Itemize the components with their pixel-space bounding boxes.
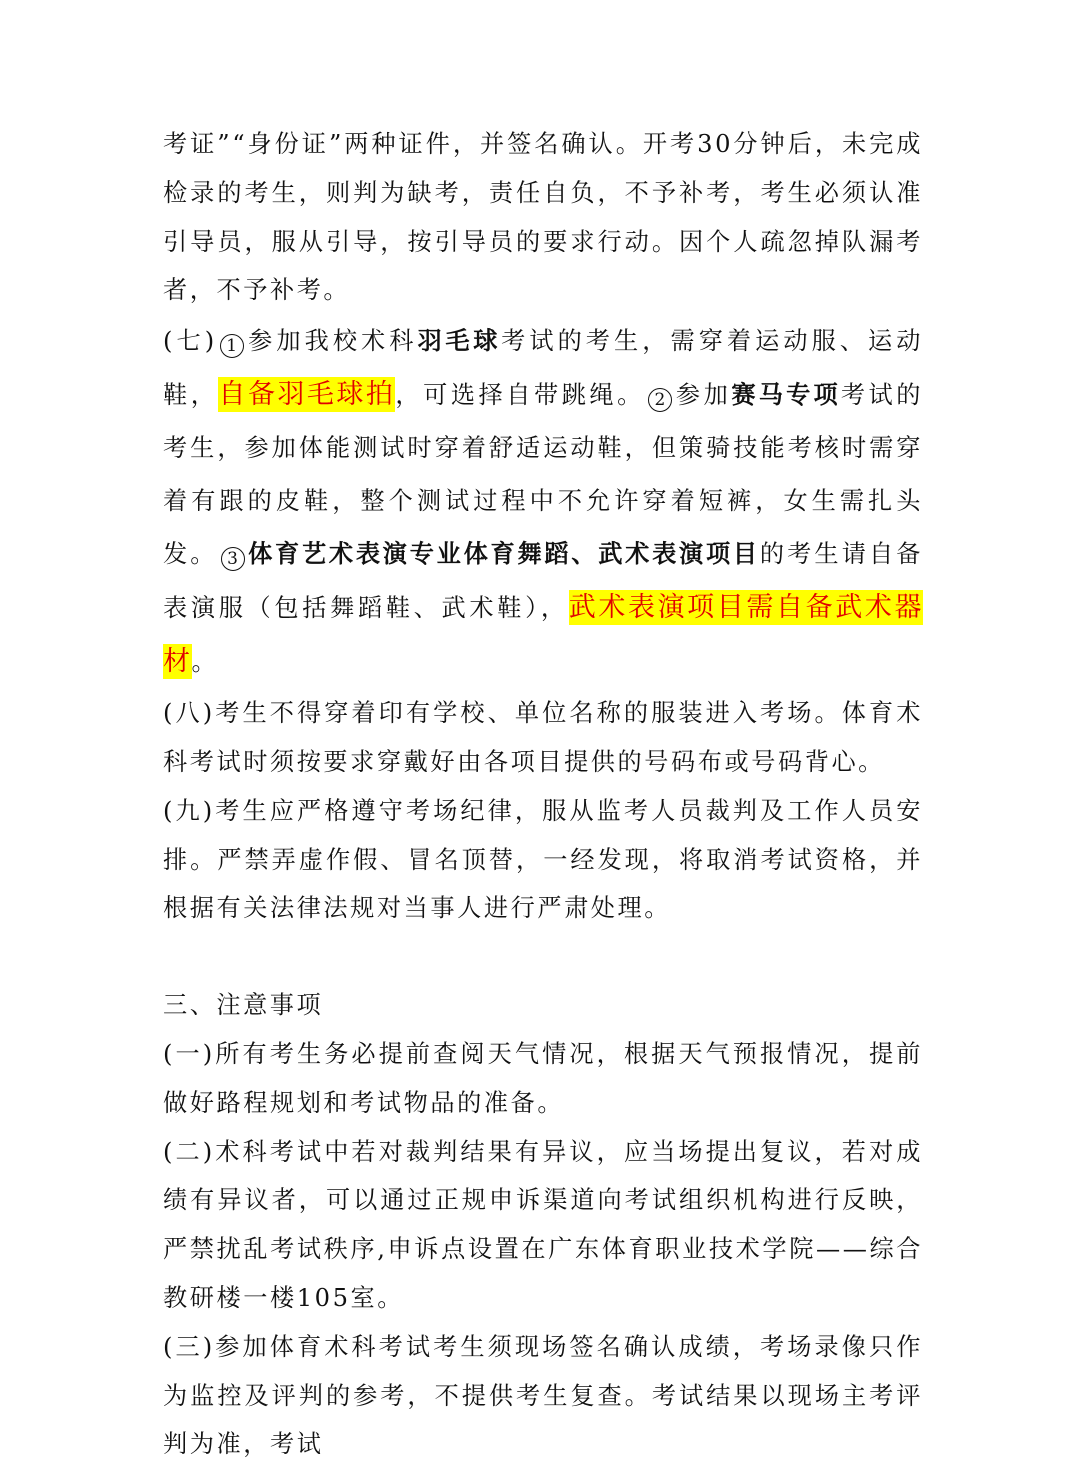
highlight-martial-arts-equipment: 武术表演项目需自备武术器材 bbox=[163, 592, 924, 678]
bold-badminton: 羽毛球 bbox=[417, 327, 502, 356]
notice-item-3: (三)参加体育术科考试考生须现场签名确认成绩，考场录像只作为监控及评判的参考，不提供考生复查。考试结果以现场主考评判为准，考试 bbox=[163, 1332, 923, 1459]
paragraph-id-check: 考证”“身份证”两种证件，并签名确认。开考30分钟后，未完成检录的考生，则判为缺考，责任自负，不予补考，考生必须认准引导员，服从引导，按引导员的要求行动。因个人疏忽掉队漏考者，不予补考。 bbox=[163, 130, 923, 305]
item-7-text-4: 参加 bbox=[674, 381, 732, 410]
notice-item-2: (二)术科考试中若对裁判结果有异议，应当场提出复议，若对成绩有异议者，可以通过正规申诉渠道向考试组织机构进行反映，严禁扰乱考试秩序,申诉点设置在广东体育职业技术学院——综合教研楼一楼105室。 bbox=[163, 1137, 923, 1312]
circled-number-1: 1 bbox=[220, 334, 244, 358]
bold-performance-major: 体育艺术表演专业体育舞蹈、武术表演项目 bbox=[247, 540, 760, 569]
item-7-text-2: 考试的考生，需穿着运动服、运动鞋， bbox=[163, 327, 923, 410]
item-7-text-3: ，可选择自带跳绳。 bbox=[395, 381, 645, 410]
item-7-prefix: (七) bbox=[163, 327, 217, 356]
item-7-text-6: 的考生请自备表演服（包括舞蹈鞋、武术鞋）， bbox=[163, 540, 923, 623]
circled-number-3: 3 bbox=[221, 547, 245, 571]
notice-item-1: (一)所有考生务必提前查阅天气情况，根据天气预报情况，提前做好路程规划和考试物品的准备。 bbox=[163, 1039, 923, 1117]
section-gap bbox=[163, 933, 923, 981]
circled-number-2: 2 bbox=[648, 388, 672, 412]
paragraph-item-7 bbox=[163, 315, 923, 689]
document-body bbox=[163, 120, 923, 1469]
item-7-text-7: 。 bbox=[191, 648, 219, 677]
item-7-text-5: 考试的考生，参加体能测试时穿着舒适运动鞋，但策骑技能考核时需穿着有跟的皮鞋，整个测试过程中不允许穿着短裤，女生需扎头发。 bbox=[163, 381, 924, 569]
highlight-bring-racket: 自备羽毛球拍 bbox=[218, 379, 396, 411]
bold-horse-racing: 赛马专项 bbox=[731, 381, 841, 410]
paragraph-item-9: (九)考生应严格遵守考场纪律，服从监考人员裁判及工作人员安排。严禁弄虚作假、冒名顶替，一经发现，将取消考试资格，并根据有关法律法规对当事人进行严肃处理。 bbox=[163, 796, 923, 923]
item-7-text-1: 参加我校术科 bbox=[246, 327, 418, 356]
paragraph-item-8: (八)考生不得穿着印有学校、单位名称的服装进入考场。体育术科考试时须按要求穿戴好由各项目提供的号码布或号码背心。 bbox=[163, 699, 923, 776]
section-3-title: 三、注意事项 bbox=[163, 991, 324, 1020]
